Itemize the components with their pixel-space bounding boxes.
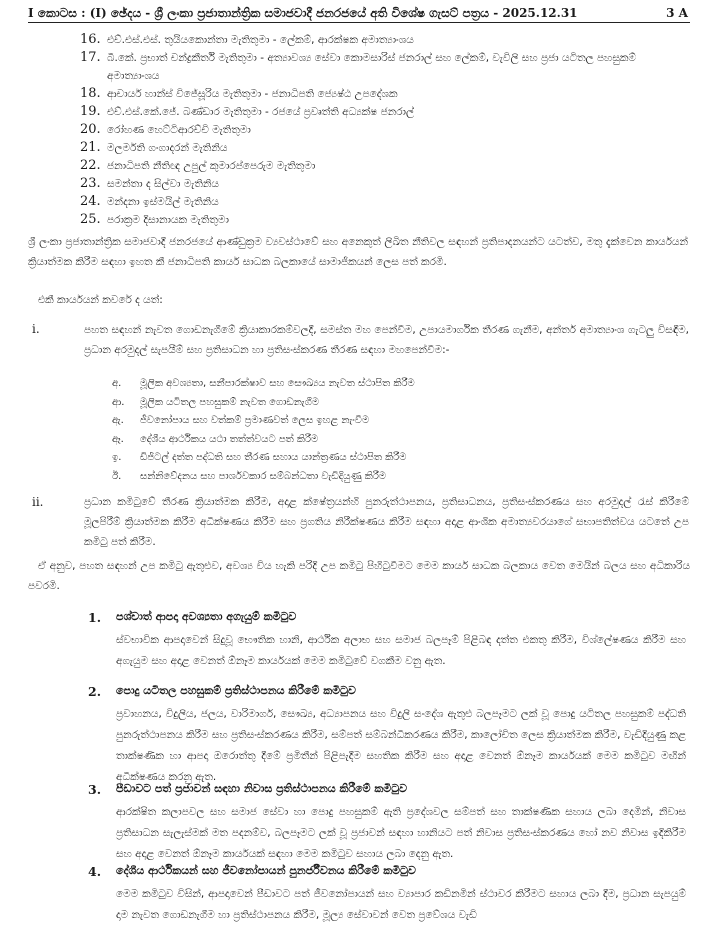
sub-item-text: මූලික යටිතල පහසුකම් නැවත ගොඩනැගීම [140,396,320,408]
sub-item [112,468,672,487]
item-number: 18. [80,86,101,101]
item-number: 20. [80,122,101,137]
list-item [80,211,690,229]
committee-title: පොදු යටිතල පහසුකම් ප්‍රතිස්ථාපනය කිරීමේ කමිටුව [116,684,356,697]
item-number: 17. [80,50,101,65]
task-ii-label: ii. [32,495,44,509]
tasks-heading: එකී කාර්යයන් කවරේ ද යත්: [38,294,163,306]
sub-item-letter: ඈ. [112,433,124,445]
sub-item-letter: ආ. [112,396,125,408]
member-name: එච්.එස්.කේ.ජේ. බණ්ඩාර මැතිතුමා - රජයේ ප්‍රවෘත්ති අධ්‍යක්ෂ ජනරාල් [107,106,415,118]
committee-number: 1. [88,610,102,625]
committee-number: 3. [88,782,102,797]
sub-item-text: මූලික අවශ්‍යතා, සනීපාරක්ෂාව සහ සෞඛ්‍යය නැවත ස්ථාපිත කිරීම [140,378,415,389]
item-number: 22. [80,158,101,173]
member-name: ජනාධිපති නීතිඥ උපුල් කුමාරප්පෙරුම මැතිතුමා [107,160,316,172]
item-number: 24. [80,194,101,209]
list-item [80,103,690,121]
item-number: 16. [80,32,101,47]
sub-item-text: දේශීය ආර්ථිකය යථා තත්ත්වයට පත් කිරීම [140,433,319,445]
committee-title: දේශීය ආර්ථිකයන් සහ ජීවනෝපායන් පුනර්ජීවනය කිරීමේ කමිටුව [116,864,416,877]
list-item [80,175,690,193]
committee-description: මෙම කමිටුව විසින්, ආපදාවෙන් පීඩාවට පත් ජීවනෝපායන් සහ ව්‍යාපාර කඩිනමින් ස්ථාවර කිරීමට සහාය ලබා දීම, ප්‍රධාන සැපයුම් දාම නැවත ගොඩනැගීම හා ප්‍රතිස්ථාපනය කිරීම, මූල්‍ය සේවාවන් වෙත ප්‍රවේශය වැඩි [116,888,686,921]
member-name: එච්.එස්.එස්. තුයියකොන්තා මැතිතුමා - ලේකම්, ආරක්ෂක අමාත්‍යාංශය [107,34,414,46]
member-name: සමන්තා ද සිල්වා මැතිනිය [107,178,219,190]
sub-item-text: ඩිජිටල් දත්ත පද්ධති සහ තීරණ සහාය යාන්ත්‍රණය ස්ථාපිත කිරීම [140,452,407,463]
sub-item [112,375,672,394]
member-name: බී.කේ. ප්‍රභාත් චන්ද්‍රකීර්ති මැතිතුමා - අත්‍යාවශ්‍ය සේවා කොමසාරිස් ජනරාල් සහ ලේකම්, වැවිලි සහ ප්‍රජා යටිතල පහසුකම් අමාත්‍යාංශය [107,52,636,82]
item-number: 23. [80,176,101,191]
intro-paragraph: ශ්‍රී ලංකා ප්‍රජාතාන්ත්‍රික සමාජවාදී ජනරජයේ ආණ්ඩුක්‍රම ව්‍යවස්ථාවේ සහ අනෙකුත් ලිඛිත නීතිවල සඳහන් ප්‍රතිපාදනයන්ට යටත්ව, මතු දැක්වෙන කාර්යයන් ක්‍රියාත්මක කිරීම සඳහා ඉහත කී ජනාධිපති කාර්ය සාධක බලකායේ සාමාජිකයන් ලෙස පත් කරමි. [28,236,688,268]
sub-item-text: සන්නිවේදනය සහ පාර්ශවකාර සම්බන්ධතා වැඩිදියුණු කිරීම [140,470,387,482]
list-item [80,157,690,175]
committee-description: ස්වභාවික ආපදාවෙන් සිදුවූ භෞතික හානි, ආර්ථික අලාභ සහ සමාජ බලපෑම් පිළිබඳ දත්ත එකතු කිරීම, විශ්ලේෂණය කිරීම සහ අගැයුම සහ අදාළ වෙනත් ඕනෑම කාර්යයක් මෙම කමිටුවේ වගකීම වනු ඇත. [116,634,686,667]
committee-description: ප්‍රවාහනය, විදුලිය, ජලය, වාරිමාර්ග, සෞඛ්‍ය, අධ්‍යාපනය සහ විදුලි සංදේශ ඇතුළු බලපෑමට ලක් වූ පොදු යටිතල පහසුකම් පද්ධති පුනරුත්ථාපනය කිරීම සහ ප්‍රතිසංස්කරණය කිරීම, සම්පත් සම්බන්ධීකරණය කිරීම, කාලෝචිත ලෙස ක්‍රියාත්මක කිරීම, වැඩිදියුණු කළ තාක්ෂණික හා ආපදා ඔරොත්තු දීමේ ප්‍රමිතීන් පිළිපැදීම සහතික කිරීම සහ අදාළ වෙනත් ඕනෑම කාර්යයක් මෙම කමිටුව මඟින් අධීක්ෂණය කරනු ඇත. [116,708,686,783]
task-i-text: පහත සඳහන් නැවත ගොඩනැගීමේ ක්‍රියාකාරකම්වලදී, සමස්ත මහ පෙන්වීම, උපායමාර්ගික තීරණ ගැනීම, අන්තර් අමාත්‍යාංශ ගැටලු විසඳීම, ප්‍රධාන අරමුදල් සැපයීම් සහ ප්‍රතිසාධන හා ප්‍රතිසංස්කරණ තීරණ සඳහා මහපෙන්වීම:- [84,324,689,356]
sub-item-text: ජීවනෝපාය සහ වත්කම් ප්‍රමාණවත් ලෙස ඉහළ නැංවීම [140,415,370,426]
member-name: රෝහණ හෙට්ටිආරච්චි මැතිතුමා [107,124,251,136]
member-name: පරාක්‍රම දිසානායක මැතිතුමා [107,214,229,226]
committee-title: පීඩාවට පත් ප්‍රජාවන් සඳහා නිවාස ප්‍රතිස්ථාපනය කිරීමේ කමිටුව [116,782,408,795]
member-name: මලර්මති ගංගාදරන් මැතිනිය [107,142,228,154]
page-number: 3 A [666,6,688,20]
item-number: 25. [80,212,101,227]
sub-item [112,431,672,450]
header-title: I කොටස : (I) ඡේදය - ශ්‍රී ලංකා ප්‍රජාතාන්ත්‍රික සමාජවාදී ජනරජයේ අති විශේෂ ගැසට් පත්‍රය - 2025.12.31 [28,6,578,20]
list-item [80,139,690,157]
committee-number: 2. [88,684,102,699]
subcommittee-intro: ඒ අනුව, පහත සඳහන් උප කමිටු ඇතුළුව, අවශ්‍ය විය හැකි පරිදි උප කමිටු පිහිටුවීමට මෙම කාර්ය සාධක බලකාය වෙත මෙයින් බලය සහ අධිකාරිය පවරමි. [28,560,690,592]
committee-title: පශ්චාත් ආපදා අවශ්‍යතා අගැයුම් කමිටුව [116,610,297,623]
sub-item-letter: ඊ. [112,470,122,482]
sub-item-letter: අ. [112,378,122,389]
item-number: 19. [80,104,101,119]
list-item [80,49,690,85]
committee-number: 4. [88,864,102,879]
sub-item-letter: ඉ. [112,452,122,463]
sub-item-letter: ඇ. [112,415,124,426]
sub-item [112,394,672,413]
task-i-label: i. [32,322,40,336]
sub-item-list [112,375,672,486]
item-number: 21. [80,140,101,155]
sub-item [112,449,672,468]
page-header [28,4,688,24]
member-name: මන්දනා ඉස්මයිල් මැතිනිය [107,196,219,208]
committee-description: ආරක්ෂිත කලාපවල සහ සමාජ සේවා හා පොදු පහසුකම් ඇති ප්‍රදේශවල සම්පත් සහ තාක්ෂණික සහාය ලබා දෙමින්, නිවාස ප්‍රතිසාධන සැලැස්මක් මත පදනම්ව, බලපෑමට ලක් වූ ප්‍රජාවන් සඳහා හානියට පත් නිවාස ප්‍රතිසංස්කරණය හෝ නව නිවාස ඉදිකිරීම සහ අදාළ වෙනත් ඕනෑම කාර්යයක් සඳහා මෙම කමිටුව සහාය ලබා දෙනු ඇත. [116,806,686,860]
sub-item [112,412,672,431]
member-name: ආචාර්ය හාන්ස් විජේසූරිය මැතිතුමා - ජනාධිපති ජ්‍යෙෂ්ඨ උපදේශක [107,88,398,100]
list-item [80,193,690,211]
list-item [80,121,690,139]
member-list [80,31,690,229]
task-ii-text: ප්‍රධාන කමිටුවේ තීරණ ක්‍රියාත්මක කිරීම, අදාළ ක්ෂේත්‍රයන්හි පුනරුත්ථාපනය, ප්‍රතිසාධනය, ප්‍රතිසංස්කරණය සහ අරමුදල් රැස් කිරීමේ මූලපිරීම් ක්‍රියාත්මක කිරීම අධීක්ෂණය කිරීම සහ ප්‍රගතිය නිරීක්ෂණය කිරීම සඳහා අදාළ ආංශික අමාත්‍යවරයාගේ සභාපතිත්වය යටතේ උප කමිටු පත් කිරීම. [84,496,689,548]
header-rule [28,22,690,23]
list-item [80,85,690,103]
list-item [80,31,690,49]
